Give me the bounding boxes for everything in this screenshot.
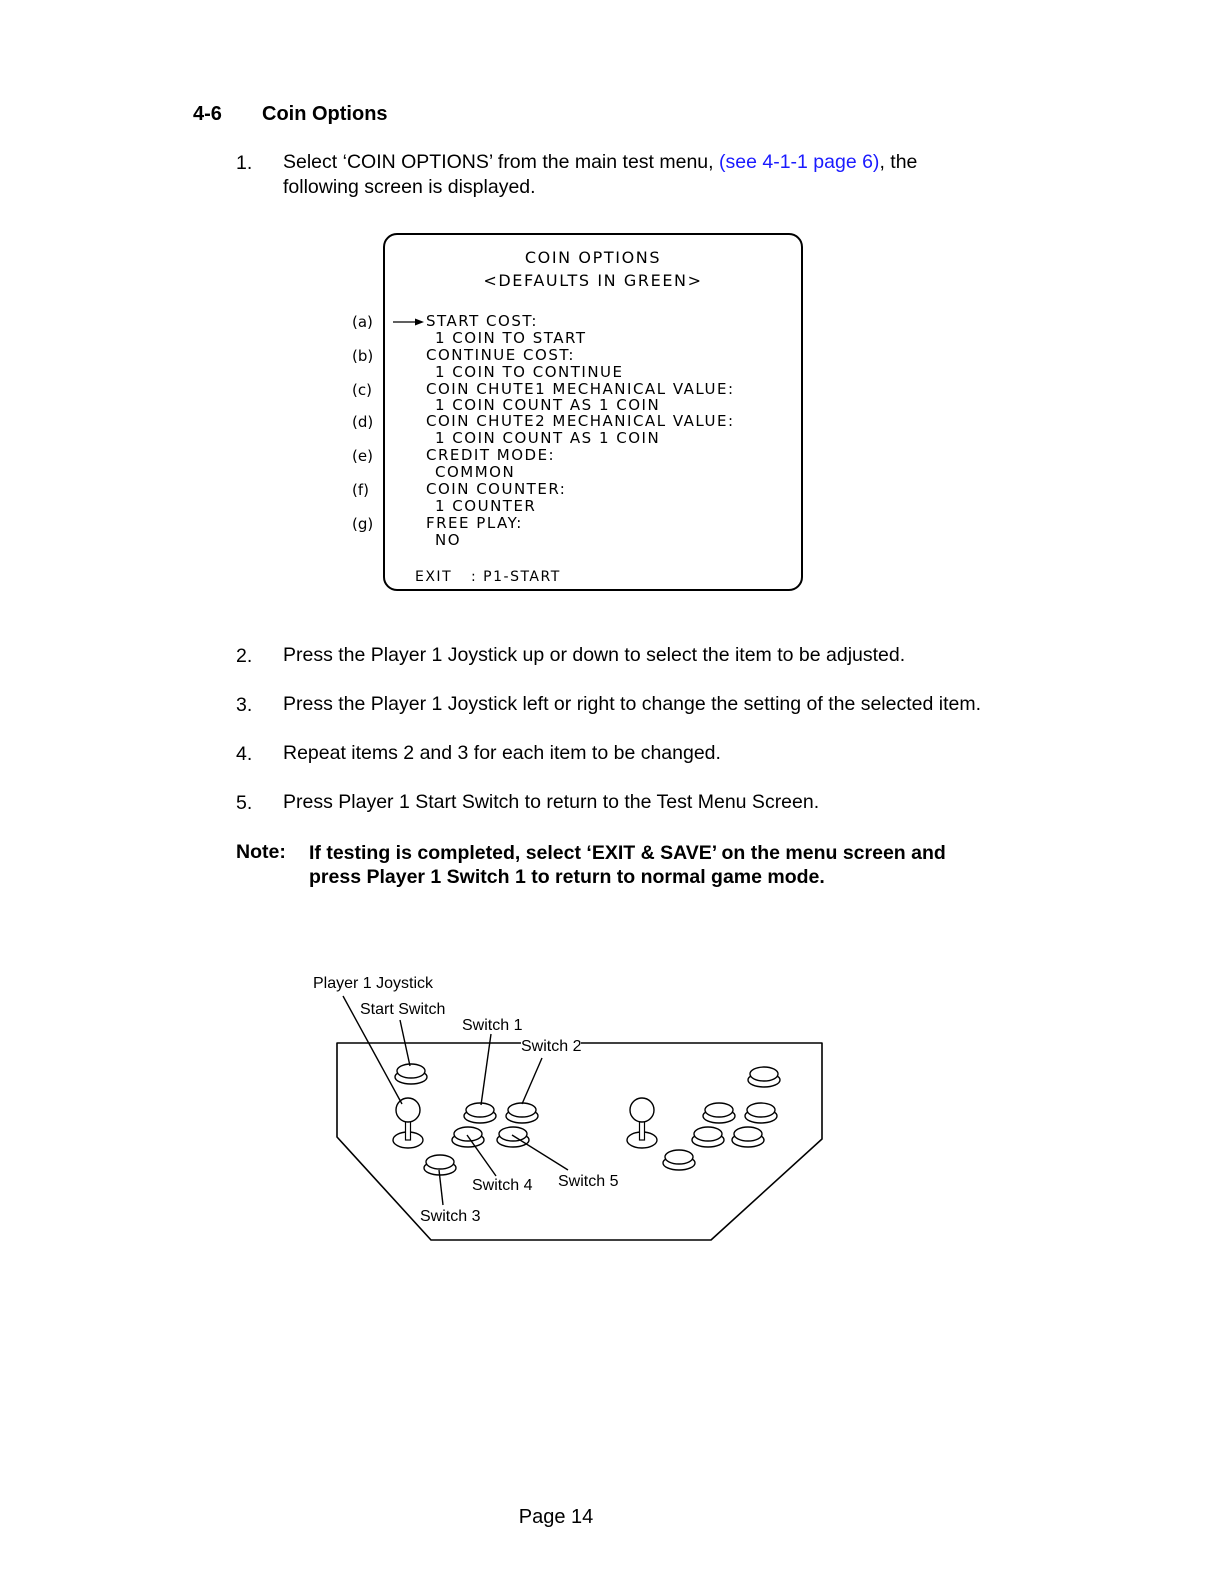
item-a-value: 1 COIN TO START bbox=[435, 329, 587, 347]
item-letter-g: (g) bbox=[352, 515, 374, 533]
item-letter-d: (d) bbox=[352, 413, 374, 431]
exit-label: EXIT bbox=[415, 569, 453, 585]
step-5-text: Press Player 1 Start Switch to return to the Test Menu Screen. bbox=[283, 791, 820, 813]
step-2-number: 2. bbox=[236, 645, 253, 667]
item-d-label: COIN CHUTE2 MECHANICAL VALUE: bbox=[426, 412, 735, 430]
switch-1-icon bbox=[464, 1103, 496, 1123]
leader-lines bbox=[343, 996, 568, 1205]
item-f-label: COIN COUNTER: bbox=[426, 480, 567, 498]
step-4-number: 4. bbox=[236, 743, 253, 765]
step-2-text: Press the Player 1 Joystick up or down to select the item to be adjusted. bbox=[283, 644, 906, 666]
item-c-label: COIN CHUTE1 MECHANICAL VALUE: bbox=[426, 380, 735, 398]
item-a-label: START COST: bbox=[426, 312, 538, 330]
label-switch-5: Switch 5 bbox=[558, 1173, 619, 1190]
p2-switch-1-icon bbox=[703, 1103, 735, 1123]
switch-3-icon bbox=[424, 1155, 456, 1175]
label-joystick: Player 1 Joystick bbox=[313, 975, 434, 992]
p2-switch-3-icon bbox=[663, 1150, 695, 1170]
step-3-text: Press the Player 1 Joystick left or right to change the setting of the selected item. bbox=[283, 693, 982, 715]
step-1-link[interactable]: (see 4-1-1 page 6) bbox=[719, 151, 880, 173]
step-1-text-after: , the bbox=[879, 151, 918, 173]
label-switch-3: Switch 3 bbox=[420, 1208, 481, 1225]
item-e-label: CREDIT MODE: bbox=[426, 446, 556, 464]
step-1-line2: following screen is displayed. bbox=[283, 176, 536, 198]
p2-switch-4-icon bbox=[692, 1127, 724, 1147]
label-switch-4: Switch 4 bbox=[472, 1177, 533, 1194]
note-line-2: press Player 1 Switch 1 to return to normal game mode. bbox=[309, 866, 825, 888]
selection-arrow-icon bbox=[393, 319, 424, 326]
section-title: Coin Options bbox=[262, 103, 388, 125]
item-letter-b: (b) bbox=[352, 347, 374, 365]
joystick-icon bbox=[393, 1098, 423, 1148]
screen-subtitle: <DEFAULTS IN GREEN> bbox=[483, 271, 703, 290]
section-number: 4-6 bbox=[193, 103, 222, 125]
page-number: Page 14 bbox=[518, 1506, 594, 1528]
switch-2-icon bbox=[506, 1103, 538, 1123]
item-c-value: 1 COIN COUNT AS 1 COIN bbox=[435, 396, 661, 414]
item-letter-f: (f) bbox=[352, 481, 369, 499]
p2-joystick-icon bbox=[627, 1098, 657, 1148]
item-b-label: CONTINUE COST: bbox=[426, 346, 575, 364]
screen-title: COIN OPTIONS bbox=[524, 248, 662, 267]
p2-start-switch-icon bbox=[748, 1067, 780, 1087]
label-switch-1: Switch 1 bbox=[462, 1017, 523, 1034]
item-f-value: 1 COUNTER bbox=[435, 497, 537, 515]
item-e-value: COMMON bbox=[435, 463, 516, 481]
item-g-value: NO bbox=[435, 531, 462, 549]
item-letter-c: (c) bbox=[352, 381, 372, 399]
p2-switch-5-icon bbox=[732, 1127, 764, 1147]
step-1-number: 1. bbox=[236, 152, 253, 174]
note-label: Note: bbox=[236, 841, 286, 863]
switch-5-icon bbox=[497, 1127, 529, 1147]
step-4-text: Repeat items 2 and 3 for each item to be changed. bbox=[283, 742, 721, 764]
exit-value: : P1-START bbox=[471, 569, 561, 585]
item-d-value: 1 COIN COUNT AS 1 COIN bbox=[435, 429, 661, 447]
p2-switch-2-icon bbox=[745, 1103, 777, 1123]
note-line-1: If testing is completed, select ‘EXIT & SAVE’ on the menu screen and bbox=[309, 842, 946, 864]
step-5-number: 5. bbox=[236, 792, 253, 814]
start-switch-icon bbox=[395, 1064, 427, 1084]
item-b-value: 1 COIN TO CONTINUE bbox=[435, 363, 624, 381]
item-letter-e: (e) bbox=[352, 447, 373, 465]
label-switch-2: Switch 2 bbox=[521, 1038, 582, 1055]
item-g-label: FREE PLAY: bbox=[426, 514, 523, 532]
label-start-switch: Start Switch bbox=[360, 1001, 446, 1018]
step-3-number: 3. bbox=[236, 694, 253, 716]
item-letter-a: (a) bbox=[352, 313, 373, 331]
step-1-text-before: Select ‘COIN OPTIONS’ from the main test menu, bbox=[283, 151, 719, 173]
